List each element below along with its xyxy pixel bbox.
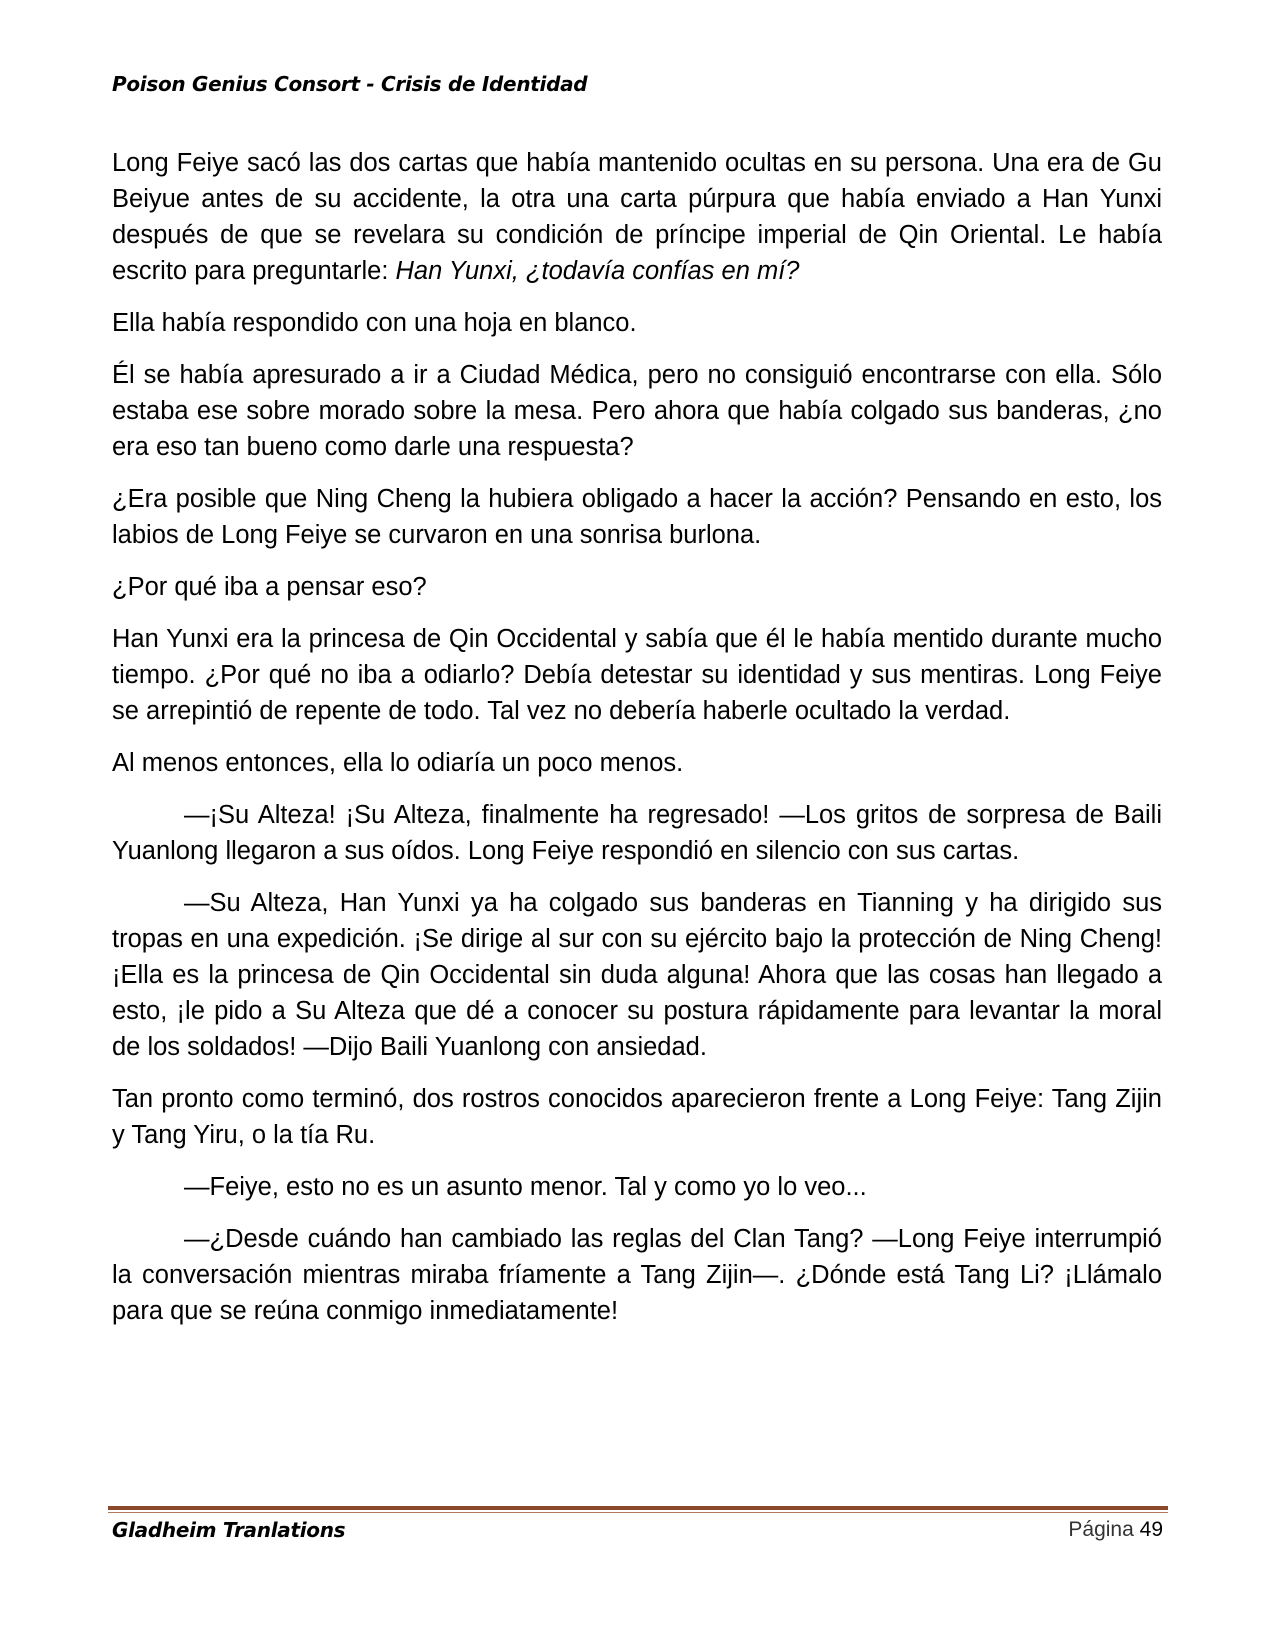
- paragraph: Long Feiye sacó las dos cartas que había mantenido ocultas en su persona. Una era de Gu Beiyue antes de su accidente, la otra una carta púrpura que había enviado a Han Yunxi después de que se revelara su condición de príncipe imperial de Qin Oriental. Le había escrito para preguntarle: Han Yunxi, ¿todavía confías en mí?: [112, 149, 1162, 285]
- footer-divider-thin: [108, 1512, 1168, 1513]
- paragraph: ¿Por qué iba a pensar eso?: [112, 573, 427, 601]
- paragraph: Tan pronto como terminó, dos rostros conocidos aparecieron frente a Long Feiye: Tang Zijin y Tang Yiru, o la tía Ru.: [112, 1085, 1162, 1149]
- dialogue-paragraph: —¡Su Alteza! ¡Su Alteza, finalmente ha regresado! —Los gritos de sorpresa de Baili Yuanlong llegaron a sus oídos. Long Feiye respondió en silencio con sus cartas.: [112, 801, 1162, 865]
- dialogue-paragraph: —Su Alteza, Han Yunxi ya ha colgado sus banderas en Tianning y ha dirigido sus tropas en una expedición. ¡Se dirige al sur con su ejército bajo la protección de Ning Cheng! ¡Ella es la princesa de Qin Occidental sin duda alguna! Ahora que las cosas han llegado a esto, ¡le pido a Su Alteza que dé a conocer su postura rápidamente para levantar la moral de los soldados! —Dijo Baili Yuanlong con ansiedad.: [112, 889, 1162, 1061]
- body-text: [112, 145, 1162, 1345]
- paragraph: Han Yunxi era la princesa de Qin Occidental y sabía que él le había mentido durante mucho tiempo. ¿Por qué no iba a odiarlo? Debía detestar su identidad y sus mentiras. Long Feiye se arrepintió de repente de todo. Tal vez no debería haberle ocultado la verdad.: [112, 625, 1162, 725]
- page-number-value: 49: [1139, 1518, 1163, 1541]
- dialogue-paragraph: —¿Desde cuándo han cambiado las reglas del Clan Tang? —Long Feiye interrumpió la conversación mientras miraba fríamente a Tang Zijin—. ¿Dónde está Tang Li? ¡Llámalo para que se reúna conmigo inmediatamente!: [112, 1225, 1162, 1325]
- page-header-title: Poison Genius Consort - Crisis de Identidad: [112, 72, 588, 96]
- paragraph: Él se había apresurado a ir a Ciudad Médica, pero no consiguió encontrarse con ella. Sólo estaba ese sobre morado sobre la mesa. Pero ahora que había colgado sus banderas, ¿no era eso tan bueno como darle una respuesta?: [112, 361, 1162, 461]
- italic-question: Han Yunxi, ¿todavía confías en mí?: [395, 257, 800, 285]
- paragraph: Al menos entonces, ella lo odiaría un poco menos.: [112, 749, 684, 777]
- page-label: Página: [1068, 1518, 1134, 1541]
- page-number: [1068, 1518, 1163, 1542]
- footer-translator: Gladheim Tranlations: [112, 1518, 346, 1542]
- paragraph: ¿Era posible que Ning Cheng la hubiera obligado a hacer la acción? Pensando en esto, los labios de Long Feiye se curvaron en una sonrisa burlona.: [112, 485, 1162, 549]
- footer-divider: [108, 1506, 1168, 1510]
- dialogue-paragraph: —Feiye, esto no es un asunto menor. Tal y como yo lo veo...: [184, 1173, 867, 1201]
- paragraph: Ella había respondido con una hoja en blanco.: [112, 309, 637, 337]
